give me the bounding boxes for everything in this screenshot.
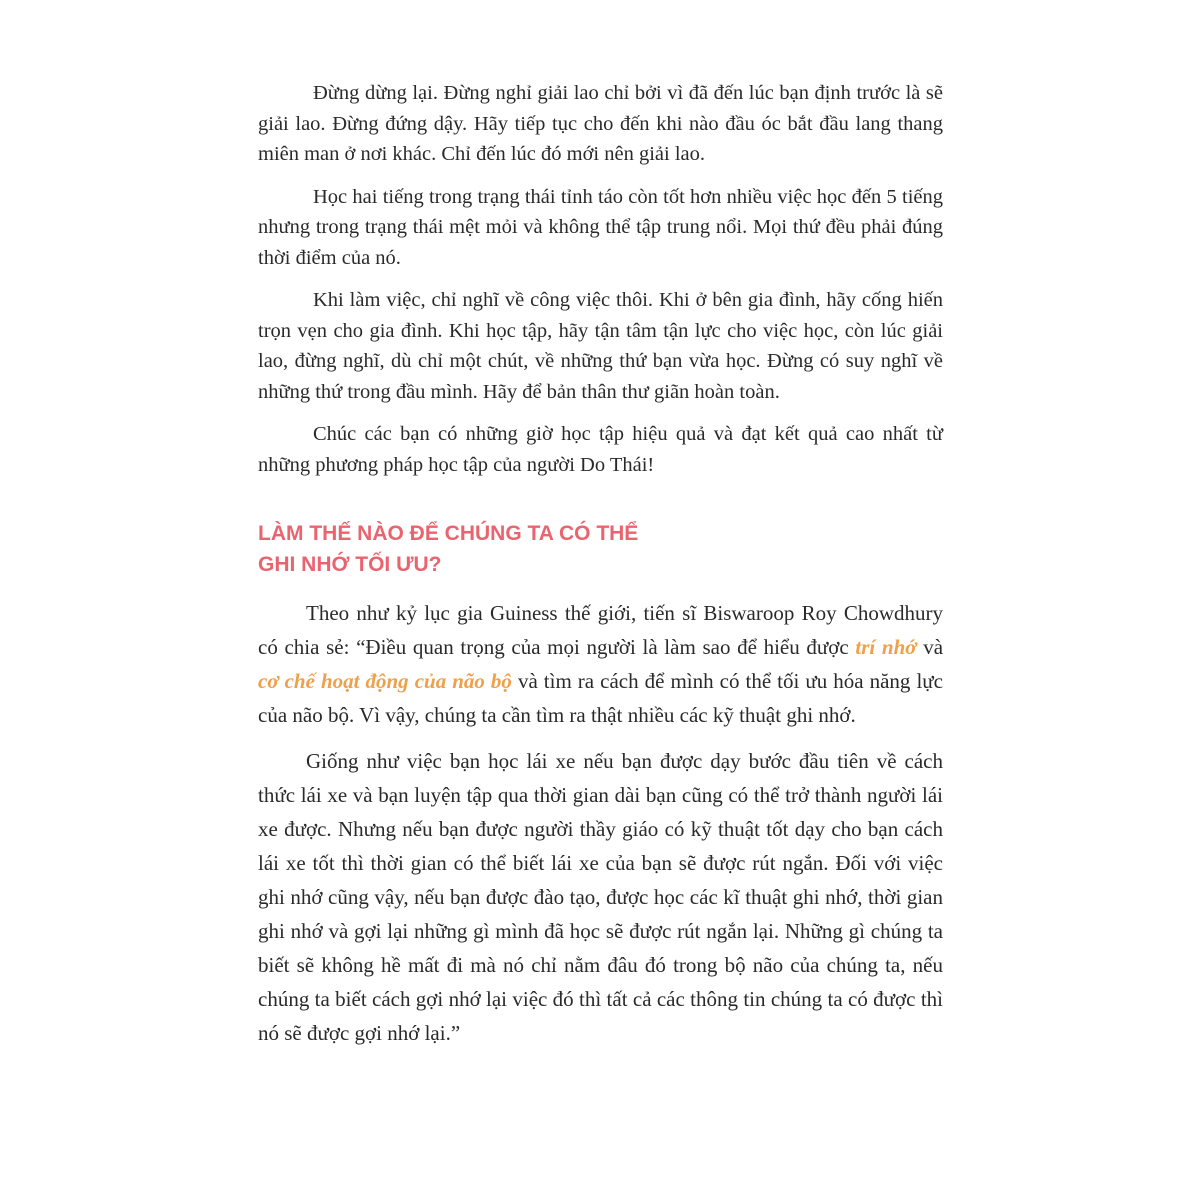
quote-text-3: và tìm ra cách để mình có thể tối ưu hóa năng lực của não bộ. Vì vậy, chúng ta cần tìm ra thật nhiều các kỹ thuật ghi nhớ. xyxy=(258,669,943,727)
paragraph-wishes: Chúc các bạn có những giờ học tập hiệu quả và đạt kết quả cao nhất từ những phương pháp học tập của người Do Thái! xyxy=(258,423,943,476)
quote-text-1: Theo như kỷ lục gia Guiness thế giới, tiến sĩ Biswaroop Roy Chowdhury có chia sẻ: “Điều quan trọng của mọi người là làm sao để hiểu được xyxy=(258,601,943,659)
paragraph-focus: Khi làm việc, chỉ nghĩ về công việc thôi. Khi ở bên gia đình, hãy cống hiến trọn vẹn cho gia đình. Khi học tập, hãy tận tâm tận lực cho việc học, còn lúc giải lao, đừng nghĩ, dù chỉ một chút, về những thứ bạn vừa học. Đừng có suy nghĩ về những thứ trong đầu mình. Hãy để bản thân thư giãn hoàn toàn. xyxy=(258,289,943,403)
paragraph-driving-analogy: Giống như việc bạn học lái xe nếu bạn được dạy bước đầu tiên về cách thức lái xe và bạn luyện tập qua thời gian dài bạn cũng có thể trở thành người lái xe được. Nhưng nếu bạn được người thầy giáo có kỹ thuật tốt dạy cho bạn cách lái xe tốt thì thời gian có thể biết lái xe của bạn sẽ được rút ngắn. Đối với việc ghi nhớ cũng vậy, nếu bạn được đào tạo, được học các kĩ thuật ghi nhớ, thời gian ghi nhớ và gợi lại những gì mình đã học sẽ được rút ngắn lại. Những gì chúng ta biết sẽ không hề mất đi mà nó chỉ nằm đâu đó trong bộ não của chúng ta, nếu chúng ta biết cách gợi nhớ lại việc đó thì tất cả các thông tin chúng ta có được thì nó sẽ được gợi nhớ lại.” xyxy=(258,749,943,1045)
heading-line-2: GHI NHỚ TỐI ƯU? xyxy=(258,553,442,576)
highlight-memory: trí nhớ xyxy=(855,635,917,659)
paragraph-two-hours: Học hai tiếng trong trạng thái tỉnh táo còn tốt hơn nhiều việc học đến 5 tiếng nhưng trong trạng thái mệt mỏi và không thể tập trung nổi. Mọi thứ đều phải đúng thời điểm của nó. xyxy=(258,185,943,269)
quote-text-2: và xyxy=(916,635,944,659)
paragraph-dont-stop: Đừng dừng lại. Đừng nghỉ giải lao chỉ bởi vì đã đến lúc bạn định trước là sẽ giải lao. Đừng đứng dậy. Hãy tiếp tục cho đến khi nào đầu óc bắt đầu lang thang miên man ở nơi khác. Chỉ đến lúc đó mới nên giải lao. xyxy=(258,82,943,165)
text-column xyxy=(258,78,943,1062)
highlight-brain-mechanism: cơ chế hoạt động của não bộ xyxy=(258,669,512,693)
section-heading xyxy=(258,518,678,580)
paragraph-quote xyxy=(258,596,943,732)
heading-line-1: LÀM THẾ NÀO ĐỂ CHÚNG TA CÓ THỂ xyxy=(258,522,639,545)
